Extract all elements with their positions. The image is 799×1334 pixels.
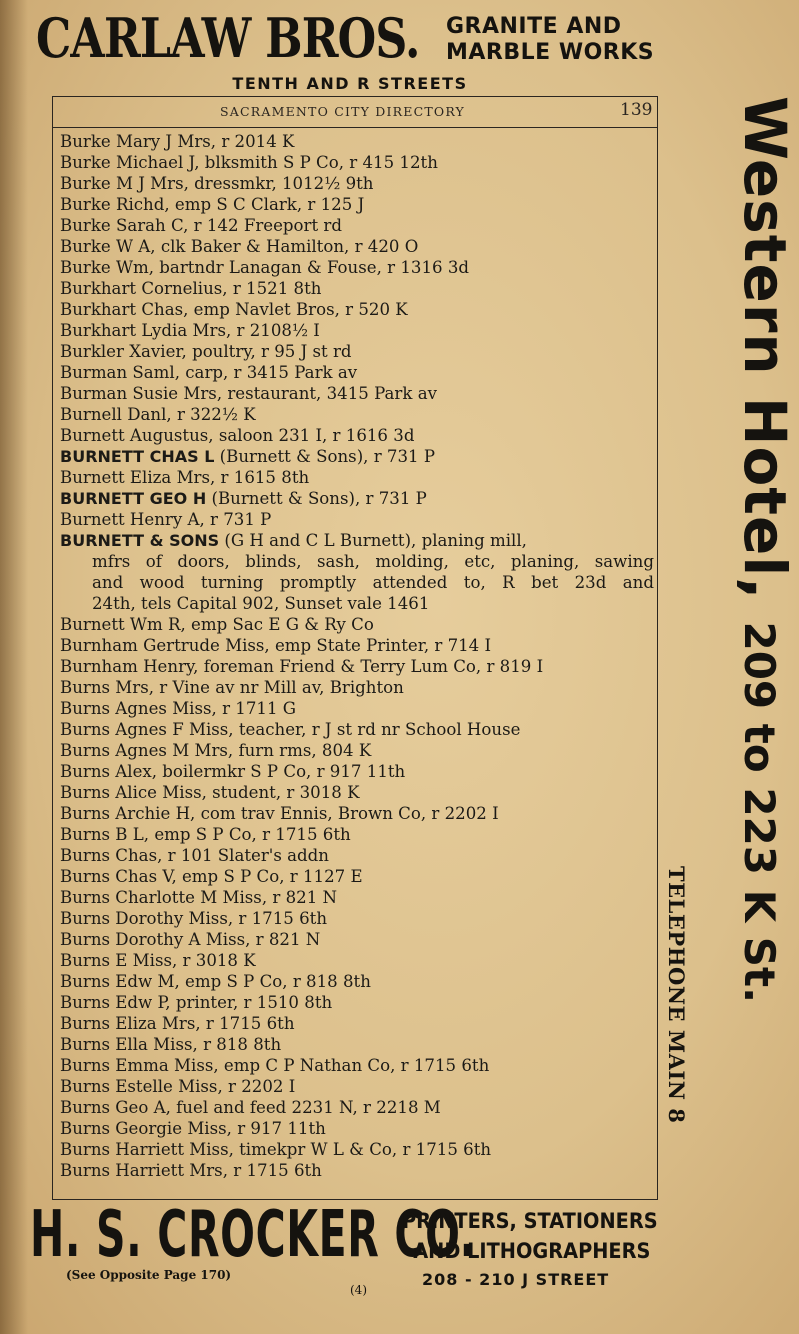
entry-name: Burman Saml, carp, r 3415 Park av: [60, 363, 358, 382]
crocker-address: 208 - 210 J STREET: [422, 1270, 610, 1289]
directory-entry: [60, 194, 654, 215]
directory-entry: [60, 383, 654, 404]
printers-line: PRINTERS, STATIONERS: [402, 1209, 658, 1233]
entry-continuation: mfrs of doors, blinds, sash, molding, etc, planing, sawing: [92, 552, 654, 571]
directory-entry: [60, 1160, 654, 1181]
directory-entry: [60, 488, 654, 509]
entry-name: Burns Alice Miss, student, r 3018 K: [60, 783, 360, 802]
entry-name: Burke Wm, bartndr Lanagan & Fouse, r 1316 3d: [60, 258, 470, 277]
directory-entry: [60, 740, 654, 761]
entry-name: Burnham Gertrude Miss, emp State Printer, r 714 I: [60, 636, 492, 655]
entry-name: Burke W A, clk Baker & Hamilton, r 420 O: [60, 237, 419, 256]
directory-entry: [60, 1139, 654, 1160]
directory-entry: [60, 971, 654, 992]
crocker-company-name: H. S. CROCKER CO.: [30, 1198, 476, 1272]
directory-entry: [60, 1055, 654, 1076]
entry-details: (G H and C L Burnett), planing mill,: [219, 531, 527, 550]
directory-entry: [60, 656, 654, 677]
running-head: SACRAMENTO CITY DIRECTORY: [220, 104, 466, 119]
directory-entry: [60, 719, 654, 740]
top-advertisement: [0, 0, 799, 100]
hotel-name: Western Hotel,: [731, 96, 799, 601]
entry-name: Burke Michael J, blksmith S P Co, r 415 12th: [60, 153, 438, 172]
directory-entry: [60, 908, 654, 929]
directory-entry: [60, 1097, 654, 1118]
directory-entry: [60, 131, 654, 152]
directory-entry: [60, 215, 654, 236]
crocker-services: [402, 1206, 658, 1266]
signature-mark: (4): [350, 1283, 367, 1297]
entry-name: BURNETT & SONS: [60, 531, 220, 550]
binding-shadow: [0, 0, 28, 1334]
western-hotel-ad: [719, 96, 799, 1003]
see-opposite-note: (See Opposite Page 170): [66, 1268, 232, 1282]
entry-name: Burns Alex, boilermkr S P Co, r 917 11th: [60, 762, 406, 781]
directory-entry: [60, 299, 654, 320]
directory-entry: [60, 866, 654, 887]
entry-name: Burns Eliza Mrs, r 1715 6th: [60, 1014, 295, 1033]
directory-entry: [60, 761, 654, 782]
hotel-address: 209 to 223 K St.: [735, 621, 784, 1004]
directory-entry: [60, 677, 654, 698]
directory-listing: [60, 131, 654, 1181]
directory-entry: [60, 887, 654, 908]
entry-continuation: 24th, tels Capital 902, Sunset vale 1461: [92, 594, 430, 613]
directory-entry: [60, 1034, 654, 1055]
entry-name: Burns Mrs, r Vine av nr Mill av, Brighton: [60, 678, 404, 697]
entry-details: (Burnett & Sons), r 731 P: [206, 489, 427, 508]
directory-entry: [60, 992, 654, 1013]
directory-entry: [60, 320, 654, 341]
directory-entry: [60, 509, 654, 530]
entry-name: Burns Dorothy A Miss, r 821 N: [60, 930, 321, 949]
entry-name: Burns Harriett Mrs, r 1715 6th: [60, 1161, 322, 1180]
entry-name: Burkhart Lydia Mrs, r 2108½ I: [60, 321, 320, 340]
entry-name: Burnett Eliza Mrs, r 1615 8th: [60, 468, 310, 487]
lithographers-line: AND LITHOGRAPHERS: [413, 1239, 651, 1263]
entry-name: Burnett Augustus, saloon 231 I, r 1616 3d: [60, 426, 415, 445]
entry-name: Burns Agnes M Mrs, furn rms, 804 K: [60, 741, 372, 760]
entry-name: Burns Agnes Miss, r 1711 G: [60, 699, 297, 718]
entry-name: Burns Geo A, fuel and feed 2231 N, r 2218 M: [60, 1098, 441, 1117]
hotel-telephone: TELEPHONE MAIN 8: [664, 866, 689, 1124]
entry-name: Burnett Henry A, r 731 P: [60, 510, 272, 529]
directory-entry: [60, 1076, 654, 1097]
directory-entry: [60, 425, 654, 446]
entry-name: BURNETT CHAS L: [60, 447, 215, 466]
entry-name: Burke Sarah C, r 142 Freeport rd: [60, 216, 342, 235]
entry-name: Burnett Wm R, emp Sac E G & Ry Co: [60, 615, 374, 634]
directory-entry: [60, 257, 654, 278]
entry-name: Burns Harriett Miss, timekpr W L & Co, r 1715 6th: [60, 1140, 492, 1159]
directory-entry: [60, 845, 654, 866]
entry-name: Burns Chas V, emp S P Co, r 1127 E: [60, 867, 363, 886]
directory-entry: [60, 173, 654, 194]
entry-name: Burns Georgie Miss, r 917 11th: [60, 1119, 326, 1138]
entry-name: Burkhart Chas, emp Navlet Bros, r 520 K: [60, 300, 408, 319]
entry-name: Burns Emma Miss, emp C P Nathan Co, r 1715 6th: [60, 1056, 490, 1075]
page-number: 139: [620, 100, 653, 120]
directory-entry: [60, 1013, 654, 1034]
entry-name: BURNETT GEO H: [60, 489, 207, 508]
entry-continuation: and wood turning promptly attended to, R bet 23d and: [92, 573, 654, 592]
entry-name: Burns Edw M, emp S P Co, r 818 8th: [60, 972, 371, 991]
directory-entry: [60, 1118, 654, 1139]
directory-entry: [60, 929, 654, 950]
directory-entry: [60, 614, 654, 635]
entry-name: Burns Archie H, com trav Ennis, Brown Co, r 2202 I: [60, 804, 499, 823]
directory-entry: [60, 803, 654, 824]
header-rule: [52, 127, 658, 128]
directory-entry: [60, 782, 654, 803]
directory-entry: [60, 698, 654, 719]
entry-name: Burns Edw P, printer, r 1510 8th: [60, 993, 333, 1012]
entry-name: Burns Chas, r 101 Slater's addn: [60, 846, 329, 865]
directory-entry: [60, 467, 654, 488]
directory-entry: [60, 530, 654, 551]
entry-name: Burke Richd, emp S C Clark, r 125 J: [60, 195, 365, 214]
carlaw-company-name: CARLAW BROS.: [36, 6, 420, 70]
entry-name: Burns Estelle Miss, r 2202 I: [60, 1077, 296, 1096]
directory-entry: [60, 278, 654, 299]
entry-name: Burns B L, emp S P Co, r 1715 6th: [60, 825, 351, 844]
directory-entry: [60, 404, 654, 425]
entry-name: Burkhart Cornelius, r 1521 8th: [60, 279, 322, 298]
directory-entry: [60, 635, 654, 656]
entry-name: Burns E Miss, r 3018 K: [60, 951, 256, 970]
directory-entry: [60, 152, 654, 173]
entry-name: Burns Agnes F Miss, teacher, r J st rd nr School House: [60, 720, 521, 739]
marble-line: MARBLE WORKS: [446, 40, 655, 65]
entry-name: Burke Mary J Mrs, r 2014 K: [60, 132, 295, 151]
granite-line: GRANITE AND: [446, 14, 622, 39]
directory-entry: [60, 824, 654, 845]
entry-name: Burns Charlotte M Miss, r 821 N: [60, 888, 338, 907]
entry-name: Burman Susie Mrs, restaurant, 3415 Park av: [60, 384, 437, 403]
entry-name: Burns Ella Miss, r 818 8th: [60, 1035, 282, 1054]
entry-name: Burkler Xavier, poultry, r 95 J st rd: [60, 342, 352, 361]
directory-entry: [60, 950, 654, 971]
directory-entry: [60, 362, 654, 383]
directory-entry: [60, 446, 654, 467]
entry-name: Burns Dorothy Miss, r 1715 6th: [60, 909, 328, 928]
entry-name: Burke M J Mrs, dressmkr, 1012½ 9th: [60, 174, 374, 193]
directory-entry: [60, 236, 654, 257]
carlaw-address: TENTH AND R STREETS: [232, 74, 468, 93]
entry-name: Burnham Henry, foreman Friend & Terry Lum Co, r 819 I: [60, 657, 544, 676]
granite-marble-works: [446, 14, 654, 66]
directory-entry: [60, 341, 654, 362]
entry-name: Burnell Danl, r 322½ K: [60, 405, 256, 424]
entry-details: (Burnett & Sons), r 731 P: [214, 447, 436, 466]
